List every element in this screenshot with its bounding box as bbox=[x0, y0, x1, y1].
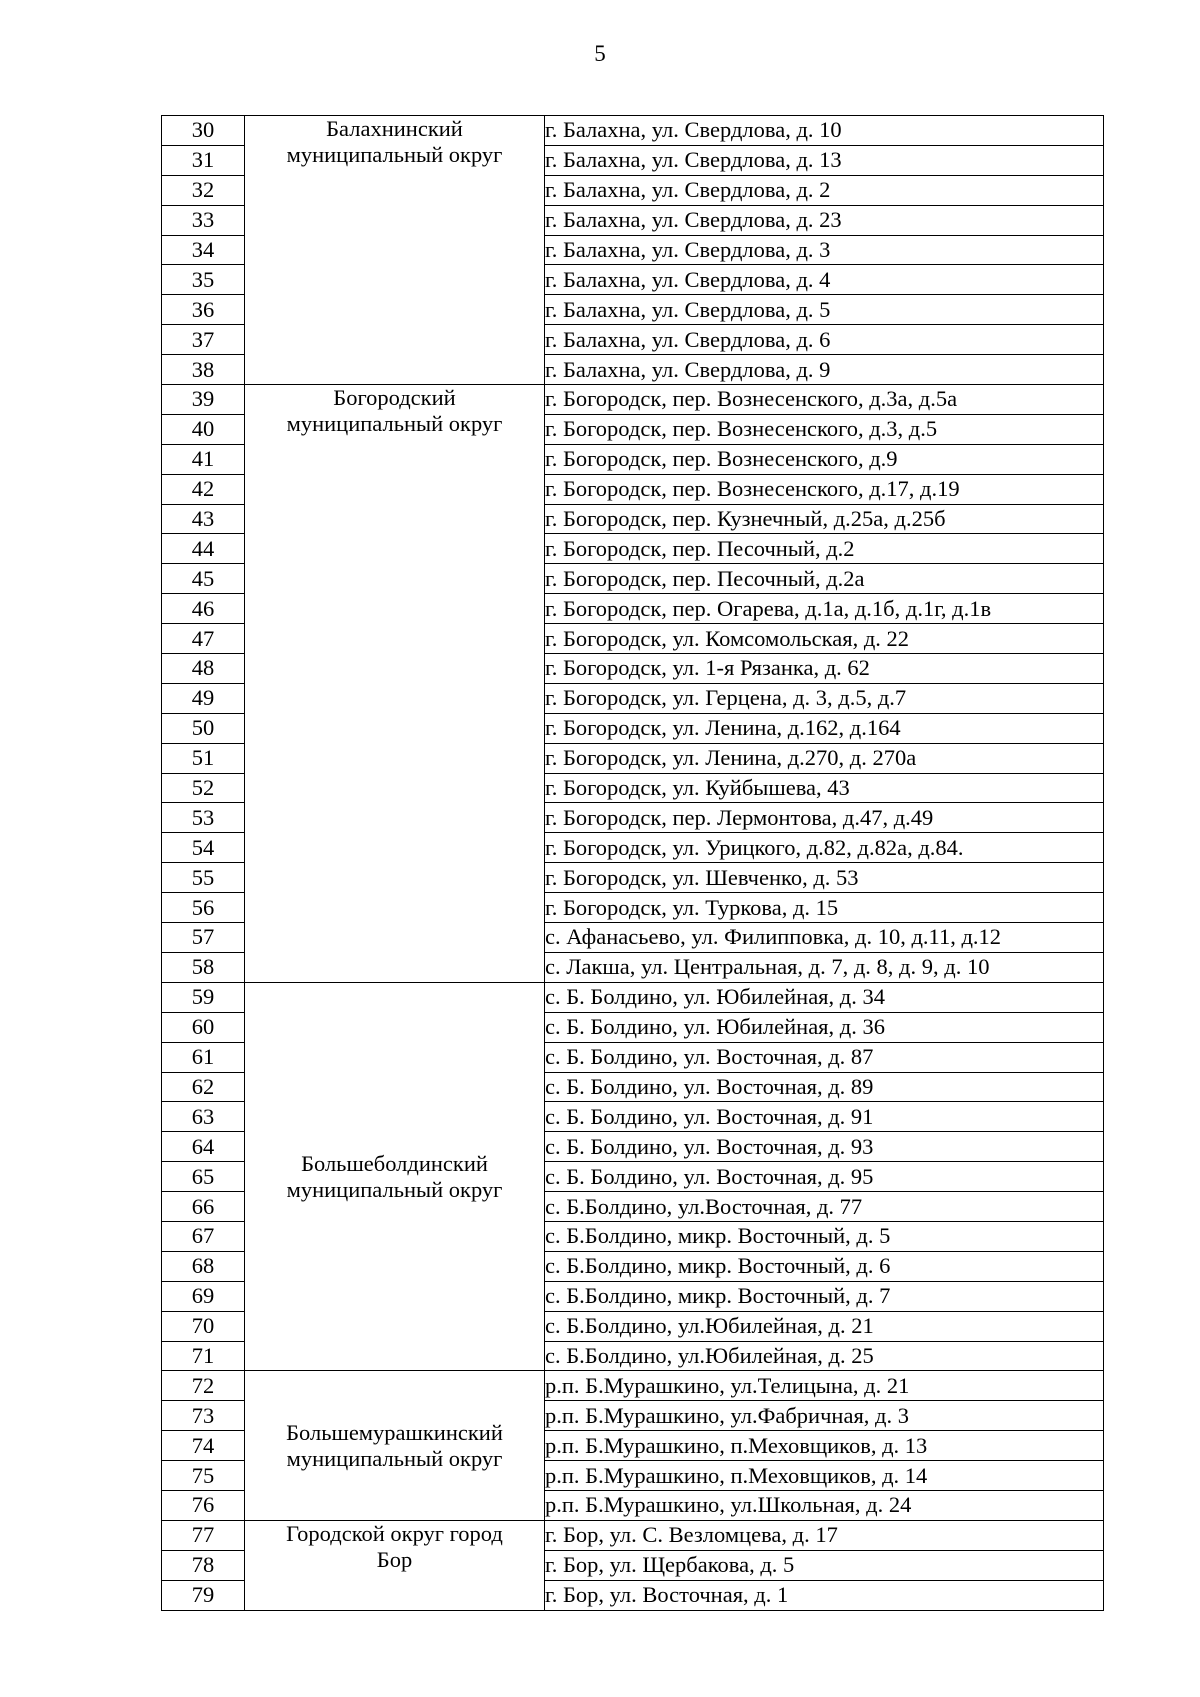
row-number-cell: 43 bbox=[162, 504, 245, 534]
address-cell: р.п. Б.Мурашкино, ул.Школьная, д. 24 bbox=[545, 1490, 1104, 1520]
address-cell: г. Балахна, ул. Свердлова, д. 10 bbox=[545, 116, 1104, 146]
address-cell: г. Богородск, пер. Вознесенского, д.3а, д.5а bbox=[545, 385, 1104, 415]
row-number-cell: 40 bbox=[162, 414, 245, 444]
row-number-cell: 79 bbox=[162, 1580, 245, 1610]
row-number-cell: 52 bbox=[162, 773, 245, 803]
row-number-cell: 64 bbox=[162, 1132, 245, 1162]
address-cell: р.п. Б.Мурашкино, ул.Телицына, д. 21 bbox=[545, 1371, 1104, 1401]
address-cell: г. Балахна, ул. Свердлова, д. 3 bbox=[545, 235, 1104, 265]
row-number-cell: 45 bbox=[162, 564, 245, 594]
address-cell: г. Богородск, пер. Вознесенского, д.9 bbox=[545, 444, 1104, 474]
address-cell: г. Богородск, пер. Лермонтова, д.47, д.49 bbox=[545, 803, 1104, 833]
municipal-area-name-line: Богородский bbox=[333, 385, 456, 411]
municipal-area-name-line: Балахнинский bbox=[326, 116, 463, 141]
address-cell: с. Б.Болдино, ул.Восточная, д. 77 bbox=[545, 1192, 1104, 1222]
address-cell: с. Б. Болдино, ул. Восточная, д. 95 bbox=[545, 1162, 1104, 1192]
address-cell: г. Балахна, ул. Свердлова, д. 23 bbox=[545, 205, 1104, 235]
municipal-area-cell bbox=[245, 1371, 545, 1520]
row-number-cell: 65 bbox=[162, 1162, 245, 1192]
municipal-area-cell bbox=[245, 1520, 545, 1610]
municipal-area-name-line: Бор bbox=[376, 1546, 413, 1572]
address-cell: г. Бор, ул. Восточная, д. 1 bbox=[545, 1580, 1104, 1610]
municipal-area-name-line: Большеболдинский bbox=[301, 1150, 488, 1176]
municipal-area-cell bbox=[245, 982, 545, 1371]
row-number-cell: 61 bbox=[162, 1042, 245, 1072]
municipal-area-name-line: муниципальный округ bbox=[286, 411, 503, 437]
address-cell: с. Б. Болдино, ул. Юбилейная, д. 36 bbox=[545, 1012, 1104, 1042]
municipal-area-name-line: муниципальный округ bbox=[286, 1176, 503, 1202]
address-cell: г. Богородск, ул. Герцена, д. 3, д.5, д.7 bbox=[545, 683, 1104, 713]
row-number-cell: 78 bbox=[162, 1550, 245, 1580]
row-number-cell: 77 bbox=[162, 1520, 245, 1550]
row-number-cell: 66 bbox=[162, 1192, 245, 1222]
table-row bbox=[162, 116, 1104, 146]
row-number-cell: 34 bbox=[162, 235, 245, 265]
row-number-cell: 76 bbox=[162, 1490, 245, 1520]
row-number-cell: 38 bbox=[162, 355, 245, 385]
municipal-area-cell bbox=[245, 385, 545, 983]
row-number-cell: 37 bbox=[162, 325, 245, 355]
address-cell: с. Б. Болдино, ул. Восточная, д. 89 bbox=[545, 1072, 1104, 1102]
row-number-cell: 31 bbox=[162, 145, 245, 175]
address-cell: г. Богородск, пер. Огарева, д.1а, д.1б, д.1г, д.1в bbox=[545, 594, 1104, 624]
address-cell: г. Бор, ул. С. Везломцева, д. 17 bbox=[545, 1520, 1104, 1550]
row-number-cell: 35 bbox=[162, 265, 245, 295]
address-cell: с. Б.Болдино, ул.Юбилейная, д. 21 bbox=[545, 1311, 1104, 1341]
address-cell: г. Балахна, ул. Свердлова, д. 6 bbox=[545, 325, 1104, 355]
row-number-cell: 57 bbox=[162, 923, 245, 953]
row-number-cell: 73 bbox=[162, 1401, 245, 1431]
table-row bbox=[162, 1371, 1104, 1401]
row-number-cell: 46 bbox=[162, 594, 245, 624]
row-number-cell: 62 bbox=[162, 1072, 245, 1102]
row-number-cell: 49 bbox=[162, 683, 245, 713]
row-number-cell: 54 bbox=[162, 833, 245, 863]
table-row bbox=[162, 1520, 1104, 1550]
row-number-cell: 48 bbox=[162, 654, 245, 684]
address-cell: г. Балахна, ул. Свердлова, д. 13 bbox=[545, 145, 1104, 175]
address-cell: г. Богородск, ул. Туркова, д. 15 bbox=[545, 893, 1104, 923]
address-cell: с. Б.Болдино, микр. Восточный, д. 6 bbox=[545, 1251, 1104, 1281]
address-cell: с. Б.Болдино, микр. Восточный, д. 5 bbox=[545, 1221, 1104, 1251]
address-cell: г. Бор, ул. Щербакова, д. 5 bbox=[545, 1550, 1104, 1580]
address-cell: р.п. Б.Мурашкино, п.Меховщиков, д. 13 bbox=[545, 1431, 1104, 1461]
address-cell: с. Б. Болдино, ул. Восточная, д. 87 bbox=[545, 1042, 1104, 1072]
row-number-cell: 39 bbox=[162, 385, 245, 415]
address-cell: г. Богородск, ул. Ленина, д.162, д.164 bbox=[545, 713, 1104, 743]
address-cell: г. Богородск, ул. Куйбышева, 43 bbox=[545, 773, 1104, 803]
address-cell: г. Балахна, ул. Свердлова, д. 2 bbox=[545, 175, 1104, 205]
row-number-cell: 53 bbox=[162, 803, 245, 833]
row-number-cell: 67 bbox=[162, 1221, 245, 1251]
row-number-cell: 30 bbox=[162, 116, 245, 146]
address-cell: г. Богородск, ул. Ленина, д.270, д. 270а bbox=[545, 743, 1104, 773]
address-cell: с. Б. Болдино, ул. Восточная, д. 91 bbox=[545, 1102, 1104, 1132]
table-row bbox=[162, 982, 1104, 1012]
address-cell: с. Б. Болдино, ул. Восточная, д. 93 bbox=[545, 1132, 1104, 1162]
address-cell: г. Богородск, ул. 1-я Рязанка, д. 62 bbox=[545, 654, 1104, 684]
page-number: 5 bbox=[594, 41, 606, 66]
row-number-cell: 51 bbox=[162, 743, 245, 773]
row-number-cell: 70 bbox=[162, 1311, 245, 1341]
address-cell: г. Богородск, пер. Песочный, д.2 bbox=[545, 534, 1104, 564]
table-row bbox=[162, 385, 1104, 415]
municipal-area-cell bbox=[245, 116, 545, 385]
address-cell: г. Богородск, ул. Комсомольская, д. 22 bbox=[545, 624, 1104, 654]
row-number-cell: 58 bbox=[162, 952, 245, 982]
row-number-cell: 55 bbox=[162, 863, 245, 893]
address-cell: г. Балахна, ул. Свердлова, д. 5 bbox=[545, 295, 1104, 325]
address-cell: г. Богородск, пер. Вознесенского, д.17, д.19 bbox=[545, 474, 1104, 504]
row-number-cell: 47 bbox=[162, 624, 245, 654]
address-cell: р.п. Б.Мурашкино, ул.Фабричная, д. 3 bbox=[545, 1401, 1104, 1431]
address-cell: р.п. Б.Мурашкино, п.Меховщиков, д. 14 bbox=[545, 1461, 1104, 1491]
address-cell: г. Богородск, ул. Шевченко, д. 53 bbox=[545, 863, 1104, 893]
row-number-cell: 50 bbox=[162, 713, 245, 743]
row-number-cell: 60 bbox=[162, 1012, 245, 1042]
address-cell: г. Балахна, ул. Свердлова, д. 9 bbox=[545, 355, 1104, 385]
row-number-cell: 36 bbox=[162, 295, 245, 325]
municipal-area-name-line: Большемурашкинский bbox=[286, 1419, 503, 1445]
row-number-cell: 74 bbox=[162, 1431, 245, 1461]
row-number-cell: 72 bbox=[162, 1371, 245, 1401]
address-cell: г. Богородск, пер. Кузнечный, д.25а, д.25б bbox=[545, 504, 1104, 534]
municipal-area-name-line: муниципальный округ bbox=[286, 1445, 503, 1471]
row-number-cell: 63 bbox=[162, 1102, 245, 1132]
municipal-area-name-line: Городской округ город bbox=[286, 1520, 503, 1546]
row-number-cell: 32 bbox=[162, 175, 245, 205]
address-cell: с. Б.Болдино, ул.Юбилейная, д. 25 bbox=[545, 1341, 1104, 1371]
row-number-cell: 68 bbox=[162, 1251, 245, 1281]
address-cell: г. Балахна, ул. Свердлова, д. 4 bbox=[545, 265, 1104, 295]
row-number-cell: 44 bbox=[162, 534, 245, 564]
address-cell: г. Богородск, ул. Урицкого, д.82, д.82а, д.84. bbox=[545, 833, 1104, 863]
address-table-body bbox=[162, 116, 1104, 1611]
row-number-cell: 41 bbox=[162, 444, 245, 474]
address-cell: с. Б. Болдино, ул. Юбилейная, д. 34 bbox=[545, 982, 1104, 1012]
address-cell: с. Лакша, ул. Центральная, д. 7, д. 8, д. 9, д. 10 bbox=[545, 952, 1104, 982]
address-table bbox=[161, 115, 1104, 1611]
address-cell: г. Богородск, пер. Песочный, д.2а bbox=[545, 564, 1104, 594]
address-cell: с. Афанасьево, ул. Филипповка, д. 10, д.11, д.12 bbox=[545, 923, 1104, 953]
address-cell: г. Богородск, пер. Вознесенского, д.3, д.5 bbox=[545, 414, 1104, 444]
address-cell: с. Б.Болдино, микр. Восточный, д. 7 bbox=[545, 1281, 1104, 1311]
row-number-cell: 56 bbox=[162, 893, 245, 923]
row-number-cell: 33 bbox=[162, 205, 245, 235]
municipal-area-name-line: муниципальный округ bbox=[286, 142, 503, 167]
row-number-cell: 75 bbox=[162, 1461, 245, 1491]
row-number-cell: 71 bbox=[162, 1341, 245, 1371]
row-number-cell: 69 bbox=[162, 1281, 245, 1311]
row-number-cell: 42 bbox=[162, 474, 245, 504]
row-number-cell: 59 bbox=[162, 982, 245, 1012]
